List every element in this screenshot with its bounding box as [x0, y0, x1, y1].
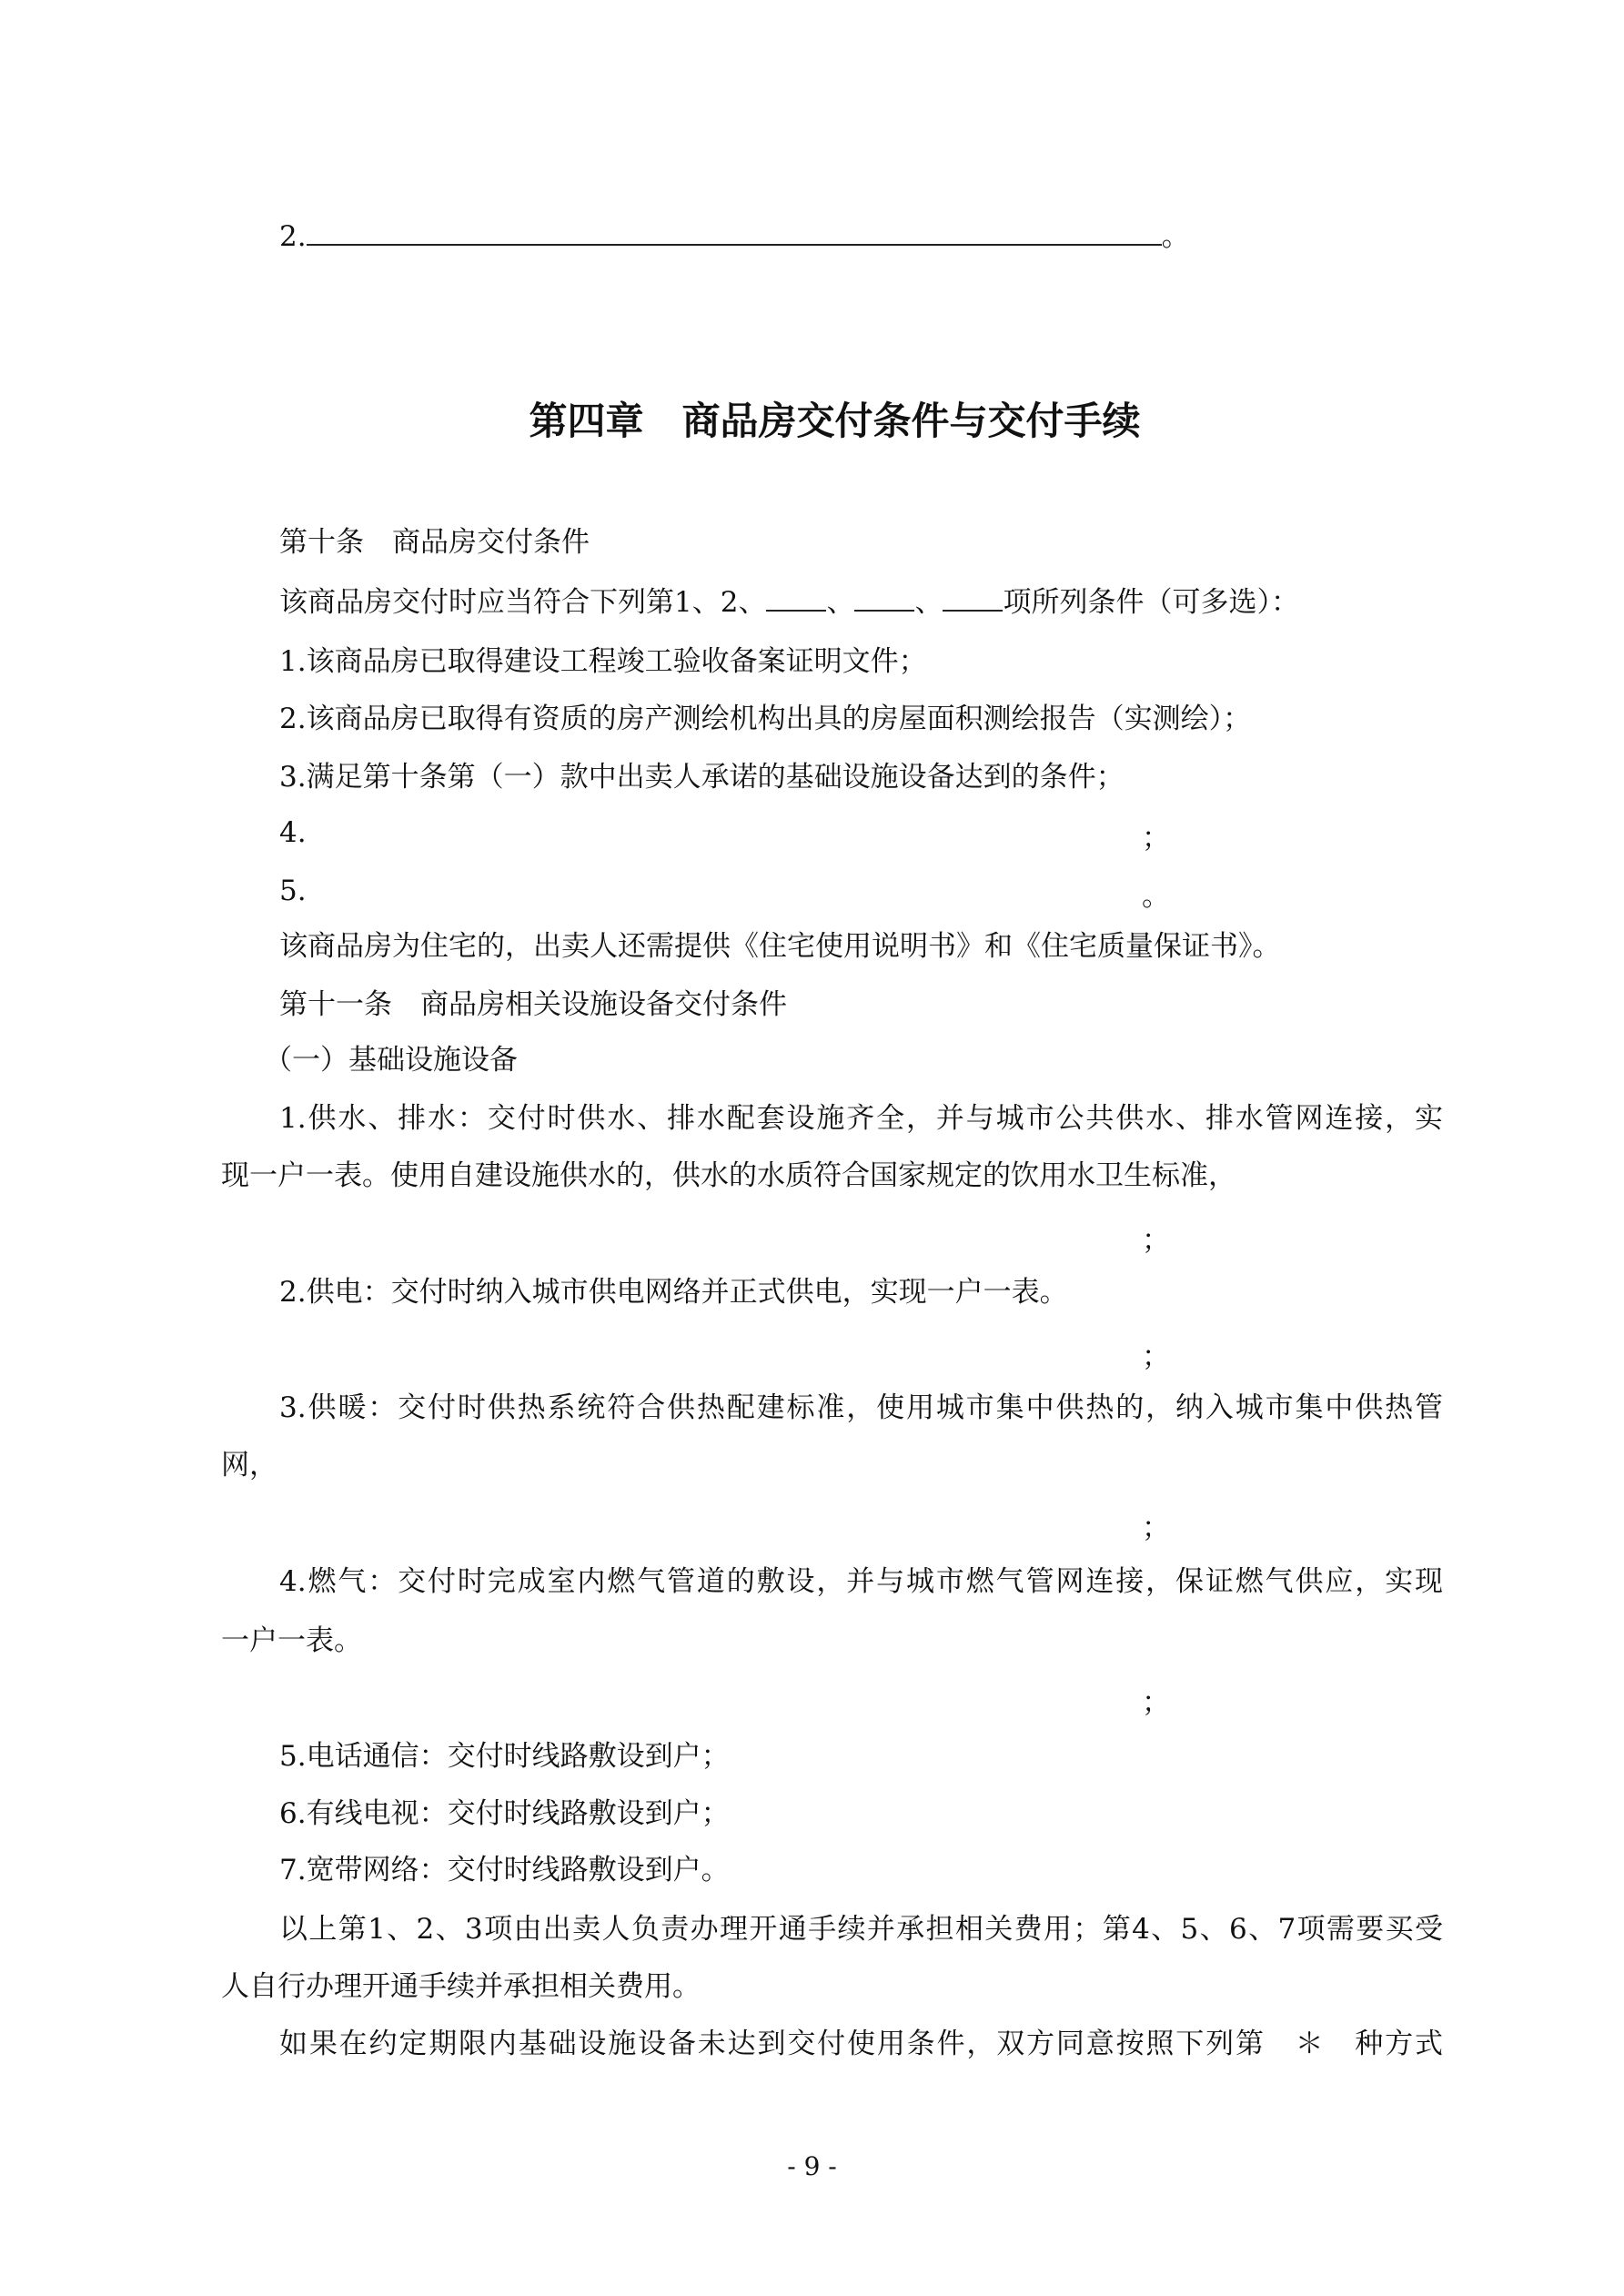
- phone-line: 5.电话通信：交付时线路敷设到户；: [279, 1740, 730, 1773]
- power-end: ；: [1142, 1340, 1170, 1373]
- blank-field[interactable]: [766, 584, 826, 612]
- water-end: ；: [1142, 1224, 1170, 1257]
- blank-field[interactable]: [307, 218, 1162, 246]
- gas-end: ；: [1142, 1686, 1170, 1719]
- heat-end: ；: [1142, 1512, 1170, 1544]
- fees-line-2: 人自行办理开通手续并承担相关费用。: [221, 1970, 701, 2003]
- residential-note: 该商品房为住宅的，出卖人还需提供《住宅使用说明书》和《住宅质量保证书》。: [279, 930, 1281, 963]
- article-10-heading: 第十条 商品房交付条件: [279, 526, 590, 559]
- tv-line: 6.有线电视：交付时线路敷设到户；: [279, 1797, 730, 1830]
- condition-item: 2.该商品房已取得有资质的房产测绘机构出具的房屋面积测绘报告（实测绘）；: [279, 703, 1252, 735]
- gas-line-1: 4.燃气：交付时完成室内燃气管道的敷设，并与城市燃气管网连接，保证燃气供应，实现: [279, 1565, 1443, 1598]
- heat-line-2: 网，: [221, 1449, 277, 1482]
- condition-item: 3.满足第十条第（一）款中出卖人承诺的基础设施设备达到的条件；: [279, 761, 1125, 794]
- item-5-end: 。: [1142, 880, 1170, 913]
- power-line: 2.供电：交付时纳入城市供电网络并正式供电，实现一户一表。: [279, 1276, 1068, 1309]
- condition-item-5: 5.: [279, 875, 307, 907]
- heat-line-1: 3.供暖：交付时供热系统符合供热配建标准，使用城市集中供热的，纳入城市集中供热管: [279, 1391, 1443, 1424]
- gas-line-2: 一户一表。: [221, 1624, 362, 1657]
- item-end: 。: [1161, 220, 1190, 253]
- condition-item: 1.该商品房已取得建设工程竣工验收备案证明文件；: [279, 645, 927, 678]
- section-infrastructure: （一）基础设施设备: [264, 1044, 518, 1077]
- water-line-1: 1.供水、排水：交付时供水、排水配套设施齐全，并与城市公共供水、排水管网连接，实: [279, 1102, 1443, 1135]
- blank-field[interactable]: [943, 584, 1003, 612]
- top-item-2: [279, 218, 1190, 255]
- water-line-2: 现一户一表。使用自建设施供水的，供水的水质符合国家规定的饮用水卫生标准，: [221, 1159, 1236, 1192]
- separator: 、: [914, 586, 943, 619]
- broadband-line: 7.宽带网络：交付时线路敷设到户。: [279, 1854, 730, 1886]
- chapter-title: 第四章 商品房交付条件与交付手续: [529, 399, 1141, 443]
- article-10-intro: [279, 584, 1299, 621]
- condition-item-4: 4.: [279, 816, 307, 849]
- fees-line-1: 以上第1、2、3项由出卖人负责办理开通手续并承担相关费用；第4、5、6、7项需要买受: [279, 1913, 1443, 1946]
- item-label: 2.: [279, 220, 307, 253]
- separator: 、: [826, 586, 855, 619]
- item-4-end: ；: [1142, 822, 1170, 855]
- intro-text: 该商品房交付时应当符合下列第1、2、: [279, 586, 767, 619]
- page-number: - 9 -: [787, 2151, 837, 2181]
- failure-line-1: 如果在约定期限内基础设施设备未达到交付使用条件，双方同意按照下列第 ＊ 种方式: [279, 2028, 1443, 2060]
- article-11-heading: 第十一条 商品房相关设施设备交付条件: [279, 988, 787, 1021]
- intro-text: 项所列条件（可多选）：: [1003, 586, 1299, 619]
- blank-field[interactable]: [854, 584, 914, 612]
